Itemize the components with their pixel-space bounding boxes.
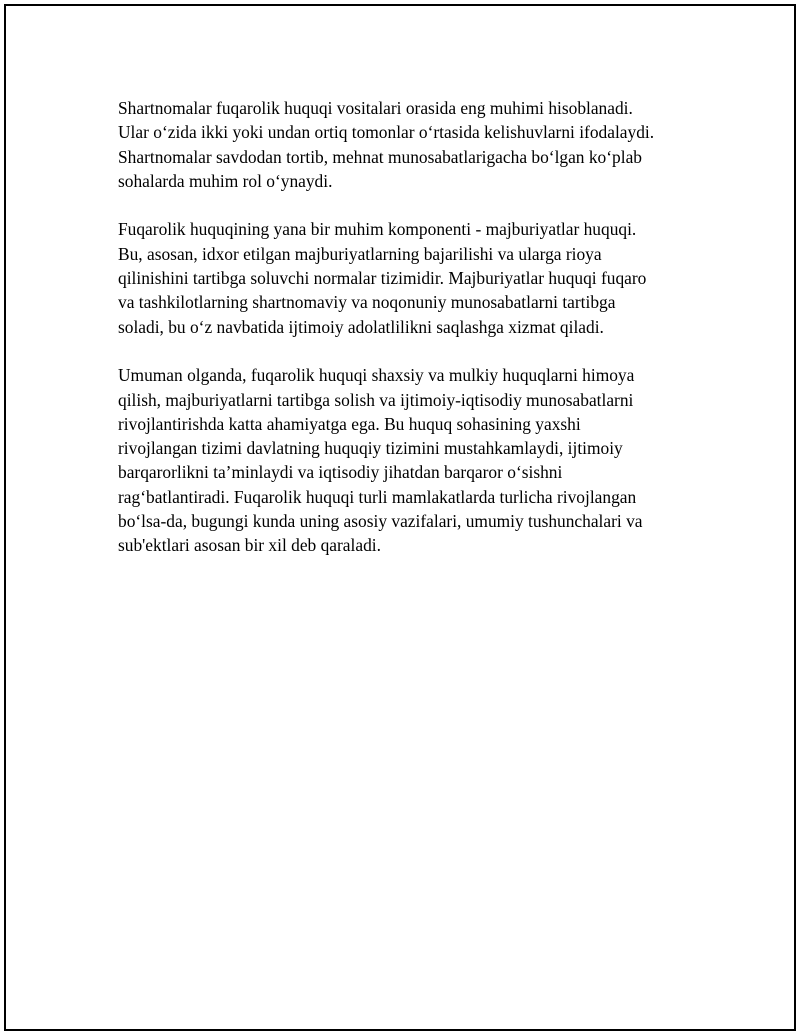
text-line: barqarorlikni ta’minlaydi va iqtisodiy jihatdan barqaror o‘sishni	[118, 462, 563, 483]
document-body	[118, 96, 698, 582]
text-line: soladi, bu o‘z navbatida ijtimoiy adolatlilikni saqlashga xizmat qiladi.	[118, 316, 604, 337]
text-line: Ular o‘zida ikki yoki undan ortiq tomonlar o‘rtasida kelishuvlarni ifodalaydi.	[118, 122, 655, 143]
text-line: Shartnomalar fuqarolik huquqi vositalari orasida eng muhimi hisoblanadi.	[118, 98, 633, 118]
text-line: va tashkilotlarning shartnomaviy va noqonuniy munosabatlarni tartibga	[118, 292, 616, 313]
text-line: rag‘batlantiradi. Fuqarolik huquqi turli mamlakatlarda turlicha rivojlangan	[118, 486, 637, 507]
text-line: Shartnomalar savdodan tortib, mehnat munosabatlarigacha bo‘lgan ko‘plab	[118, 146, 642, 167]
text-line: sub'ektlari asosan bir xil deb qaraladi.	[118, 535, 381, 556]
paragraph-shartnomalar	[118, 96, 698, 193]
paragraph-umuman	[118, 363, 698, 557]
paragraph-majburiyatlar	[118, 217, 698, 338]
text-line: rivojlantirishda katta ahamiyatga ega. Bu huquq sohasining yaxshi	[118, 413, 581, 434]
text-line: bo‘lsa-da, bugungi kunda uning asosiy vazifalari, umumiy tushunchalari va	[118, 511, 643, 532]
text-line: Fuqarolik huquqining yana bir muhim komponenti - majburiyatlar huquqi.	[118, 219, 637, 240]
text-line: Bu, asosan, idxor etilgan majburiyatlarning bajarilishi va ularga rioya	[118, 243, 602, 264]
text-line: rivojlangan tizimi davlatning huquqiy tizimini mustahkamlaydi, ijtimoiy	[118, 438, 623, 459]
text-line: qilinishini tartibga soluvchi normalar tizimidir. Majburiyatlar huquqi fuqaro	[118, 268, 647, 289]
text-line: sohalarda muhim rol o‘ynaydi.	[118, 170, 333, 191]
text-line: Umuman olganda, fuqarolik huquqi shaxsiy va mulkiy huquqlarni himoya	[118, 365, 635, 386]
document-page	[4, 4, 796, 1031]
text-line: qilish, majburiyatlarni tartibga solish va ijtimoiy-iqtisodiy munosabatlarni	[118, 389, 634, 410]
